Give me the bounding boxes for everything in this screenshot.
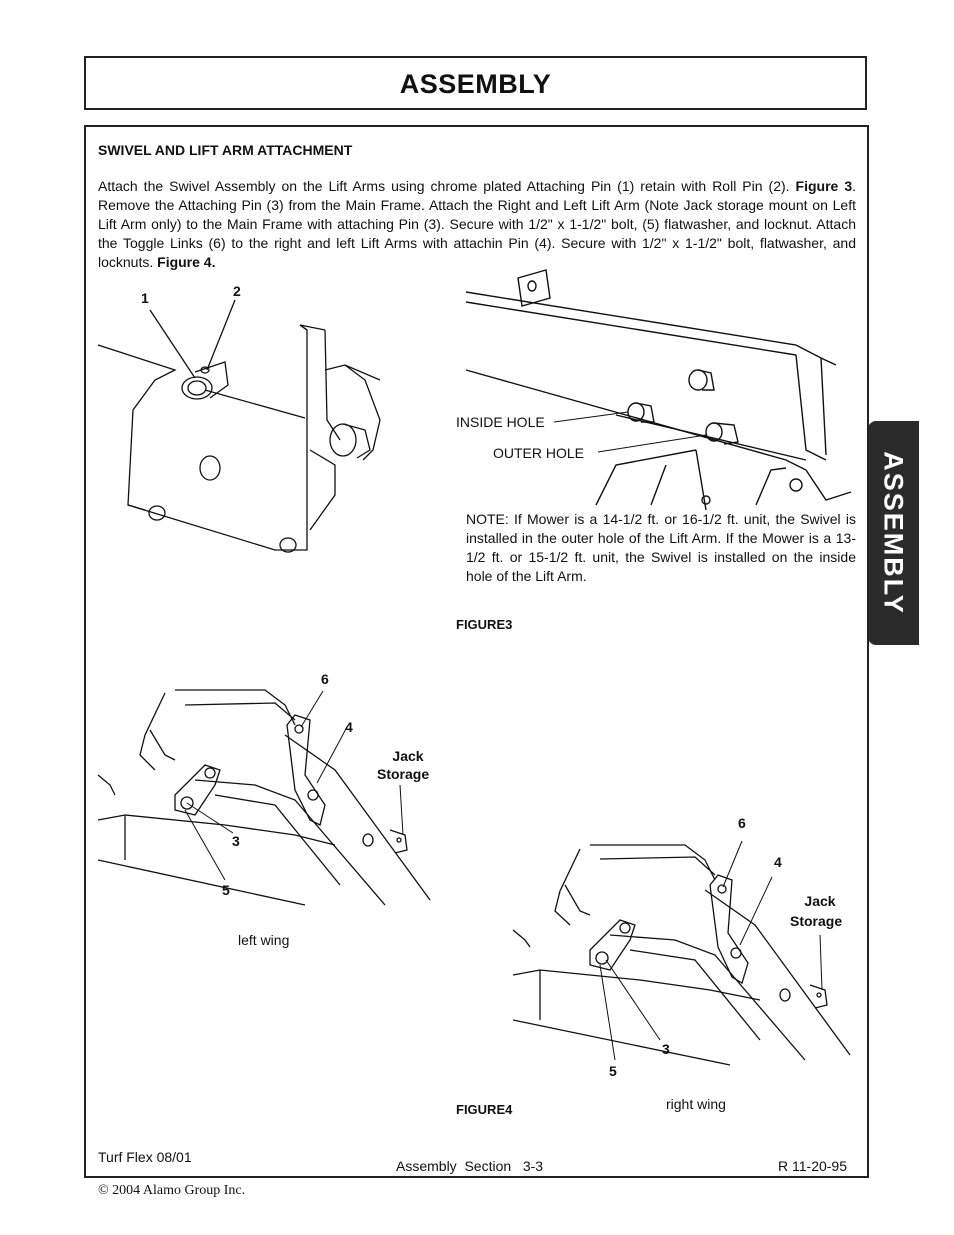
right-wing-drawing — [510, 835, 855, 1065]
swivel-bracket-drawing — [95, 300, 395, 560]
footer-right: R 11-20-95 — [778, 1158, 848, 1174]
footer-center: Assembly Section 3-3 — [396, 1158, 544, 1174]
left-callout-3: 3 — [232, 833, 240, 849]
inside-hole-label: INSIDE HOLE — [456, 414, 545, 430]
copyright: © 2004 Alamo Group Inc. — [98, 1183, 246, 1198]
right-wing-label: right wing — [666, 1096, 726, 1112]
section-title: SWIVEL AND LIFT ARM ATTACHMENT — [98, 142, 353, 158]
figure-4-reference: Figure 4. — [157, 254, 216, 270]
paragraph-text-2: . Remove the Attaching Pin (3) from the Main Frame. Attach the Right and Left Lift Arm (Note Jack storage mount on Left Lift Arm only) to the Main Frame with attaching Pin (3). Secure with 1/2" x 1-1/2" bolt, (5) flatwasher, and locknut. Attach the Toggle Links (6) to the right and left Lift Arms with attachin Pin (4). Secure with 1/2" x 1-1/2" bolt, flatwasher, and locknuts. — [98, 178, 856, 270]
left-wing-label: left wing — [238, 932, 290, 948]
figure-3-note: NOTE: If Mower is a 14-1/2 ft. or 16-1/2 ft. unit, the Swivel is installed in the outer hole of the Lift Arm. If the Mower is a 13-1/2 ft. or 15-1/2 ft. unit, the Swivel is installed on the inside hole of the Lift Arm. — [466, 511, 856, 584]
page-title: ASSEMBLY — [399, 69, 552, 99]
callout-1: 1 — [141, 290, 149, 306]
right-jack-storage-label-1: Jack — [804, 893, 836, 909]
right-callout-4: 4 — [774, 854, 782, 870]
side-tab-label: ASSEMBLY — [878, 451, 909, 615]
left-jack-storage-label-2: Storage — [377, 766, 430, 782]
callout-2: 2 — [233, 283, 241, 299]
lift-arm-drawing — [466, 270, 856, 510]
figure-3-caption: FIGURE3 — [456, 617, 513, 632]
left-jack-storage-label-1: Jack — [392, 748, 424, 764]
right-jack-storage-label-2: Storage — [790, 913, 843, 929]
outer-hole-label: OUTER HOLE — [493, 445, 585, 461]
instruction-paragraph — [98, 177, 856, 272]
right-callout-3: 3 — [662, 1041, 670, 1057]
left-callout-4: 4 — [345, 719, 353, 735]
figure-4-caption: FIGURE4 — [456, 1102, 513, 1117]
left-callout-6: 6 — [321, 671, 329, 687]
paragraph-text-1: Attach the Swivel Assembly on the Lift Arms using chrome plated Attaching Pin (1) retain with Roll Pin (2). — [98, 178, 790, 194]
right-callout-6: 6 — [738, 815, 746, 831]
right-callout-5: 5 — [609, 1063, 617, 1079]
left-wing-drawing — [95, 685, 435, 905]
left-callout-5: 5 — [222, 882, 230, 898]
footer-left: Turf Flex 08/01 — [98, 1149, 192, 1165]
figure-3-reference: Figure 3 — [795, 178, 853, 194]
side-tab — [868, 421, 919, 645]
header-box — [84, 56, 867, 110]
